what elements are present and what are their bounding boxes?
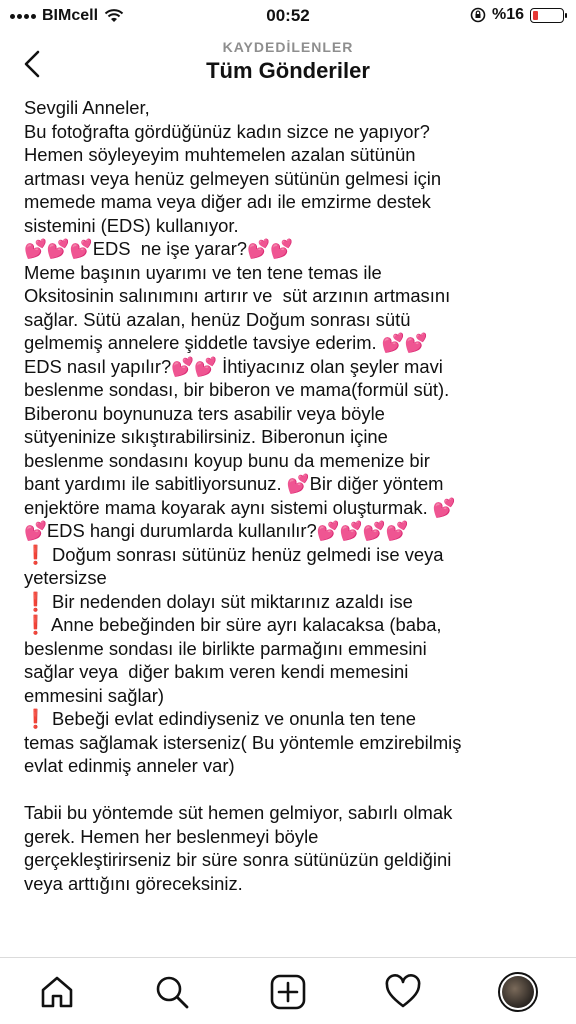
tab-search[interactable] bbox=[150, 970, 194, 1014]
caption-line: beslenme sondası, bir biberon ve mama(formül süt). bbox=[24, 379, 450, 400]
caption-line: ❗ Anne bebeğinden bir süre ayrı kalacaksa (baba, bbox=[24, 614, 442, 635]
section-label: KAYDEDİLENLER bbox=[222, 39, 354, 55]
caption-line: gelmemiş annelere şiddetle tavsiye ederim. 💕💕 bbox=[24, 332, 428, 353]
caption-line: 💕EDS hangi durumlarda kullanılır?💕💕💕💕 bbox=[24, 520, 409, 541]
caption-line: ❗ Bebeği evlat edindiyseniz ve onunla ten tene bbox=[24, 708, 416, 729]
caption-line: Tabii bu yöntemde süt hemen gelmiyor, sabırlı olmak bbox=[24, 802, 453, 823]
caption-line: sistemini (EDS) kullanıyor. bbox=[24, 214, 239, 236]
caption-line: temas sağlamak isterseniz( Bu yöntemle emzirebilmiş bbox=[24, 731, 462, 753]
caption-line: evlat edinmiş anneler var) bbox=[24, 755, 235, 776]
status-time: 00:52 bbox=[266, 6, 310, 25]
add-post-icon bbox=[268, 972, 308, 1012]
heart-icon bbox=[383, 972, 423, 1012]
caption-line: Hemen söyleyeyim muhtemelen azalan sütünün bbox=[24, 144, 416, 165]
caption-line: 💕💕💕EDS ne işe yarar?💕💕 bbox=[24, 238, 293, 259]
battery-fill bbox=[533, 11, 538, 20]
tab-home[interactable] bbox=[35, 970, 79, 1014]
caption-line: beslenme sondasını koyup bunu da memenize bir bbox=[24, 449, 430, 471]
search-icon bbox=[152, 972, 192, 1012]
battery-icon bbox=[530, 8, 564, 23]
caption-line: ❗ Doğum sonrası sütünüz henüz gelmedi ise veya bbox=[24, 543, 444, 565]
battery-percent: %16 bbox=[491, 6, 524, 23]
tab-new-post[interactable] bbox=[266, 970, 310, 1014]
status-right bbox=[470, 6, 564, 24]
caption-line: enjektöre mama koyarak aynı sistemi oluşturmak. 💕 bbox=[24, 496, 456, 518]
tab-activity[interactable] bbox=[381, 970, 425, 1014]
caption-line: ❗ Bir nedenden dolayı süt miktarınız azaldı ise bbox=[24, 590, 413, 612]
caption-line: memede mama veya diğer adı ile emzirme destek bbox=[24, 191, 431, 212]
caption-line: yetersizse bbox=[24, 567, 107, 588]
carrier-name: BIMcell bbox=[42, 7, 99, 24]
caption-line: gerçekleştirirseniz bir süre sonra sütünüzün geldiğini bbox=[24, 849, 452, 870]
caption-line: sağlar veya diğer bakım veren kendi memesini bbox=[24, 661, 409, 682]
caption-line: sağlar. Sütü azalan, henüz Doğum sonrası sütü bbox=[24, 308, 411, 330]
caption-line bbox=[24, 778, 564, 802]
caption-line: Biberonu boynunuza ters asabilir veya böyle bbox=[24, 402, 385, 424]
tab-profile[interactable] bbox=[496, 970, 540, 1014]
post-caption bbox=[24, 96, 564, 958]
caption-line: Sevgili Anneler, bbox=[24, 97, 150, 118]
caption-line: gerek. Hemen her beslenmeyi böyle bbox=[24, 825, 319, 847]
caption-line: sütyeninize sıkıştırabilirsiniz. Biberonun içine bbox=[24, 426, 388, 447]
status-bar bbox=[0, 0, 576, 34]
avatar bbox=[498, 972, 538, 1012]
caption-line: bant yardımı ile sabitliyorsunuz. 💕Bir diğer yöntem bbox=[24, 473, 444, 494]
home-icon bbox=[37, 972, 77, 1012]
page-title: Tüm Gönderiler bbox=[206, 58, 370, 83]
caption-line: Oksitosinin salınımını artırır ve süt arzının artmasını bbox=[24, 285, 451, 306]
caption-line: Bu fotoğrafta gördüğünüz kadın sizce ne yapıyor? bbox=[24, 120, 430, 142]
rotation-lock-icon bbox=[470, 7, 486, 23]
caption-line: EDS nasıl yapılır?💕💕 İhtiyacınız olan şeyler mavi bbox=[24, 355, 443, 377]
caption-line: emmesini sağlar) bbox=[24, 684, 165, 706]
caption-line: beslenme sondası ile birlikte parmağını emmesini bbox=[24, 637, 427, 659]
bottom-tab-bar bbox=[0, 957, 576, 1024]
navigation-header bbox=[0, 34, 576, 96]
caption-line: veya arttığını göreceksiniz. bbox=[24, 872, 243, 894]
caption-line: Meme başının uyarımı ve ten tene temas ile bbox=[24, 261, 382, 283]
caption-line: artması veya henüz gelmeyen sütünün gelmesi için bbox=[24, 167, 442, 189]
